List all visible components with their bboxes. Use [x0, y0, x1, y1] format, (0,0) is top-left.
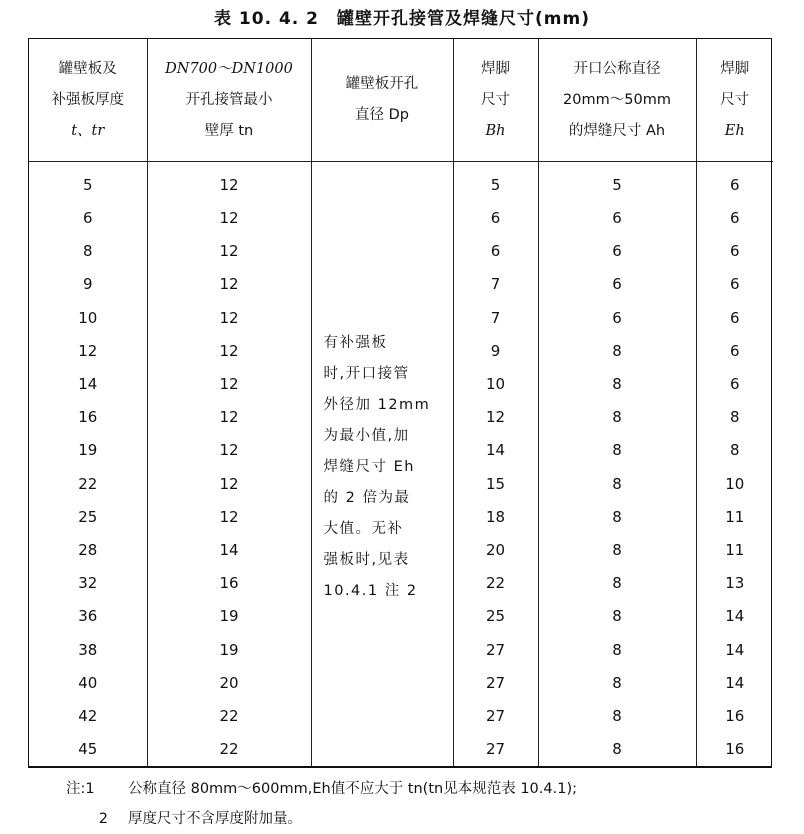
cell-thickness: 25	[78, 507, 98, 526]
cell-bh: 10	[453, 367, 538, 400]
merged-line: 焊缝尺寸 Eh	[323, 458, 415, 475]
merged-line: 为最小值,加	[323, 427, 410, 444]
cell-nozzle-thickness: 12	[147, 235, 311, 268]
header-line: 20mm～50mm	[563, 91, 671, 108]
table-header-row	[29, 39, 773, 162]
cell-nozzle-thickness: 12	[147, 268, 311, 301]
cell-nozzle-thickness: 19	[147, 633, 311, 666]
header-shell-thickness	[29, 39, 147, 162]
cell-nozzle-thickness: 19	[147, 600, 311, 633]
header-line: 补强板厚度	[51, 91, 124, 108]
cell-bh: 6	[453, 235, 538, 268]
note-line-1	[66, 774, 577, 804]
cell-nozzle-thickness: 12	[147, 162, 311, 202]
cell-thickness: 36	[78, 607, 98, 626]
cell-thickness: 19	[78, 441, 98, 460]
header-nozzle-wall-thickness	[147, 39, 311, 162]
cell-ah: 8	[538, 733, 696, 766]
cell-thickness: 16	[78, 408, 98, 427]
cell-thickness: 32	[78, 574, 98, 593]
note-label: 注:1	[66, 781, 95, 797]
table-notes	[66, 774, 577, 834]
cell-nozzle-thickness: 12	[147, 301, 311, 334]
cell-bh: 27	[453, 666, 538, 699]
cell-thickness: 12	[78, 341, 98, 360]
cell-bh: 6	[453, 201, 538, 234]
cell-nozzle-thickness: 12	[147, 434, 311, 467]
header-line: 焊脚	[481, 60, 510, 77]
cell-bh: 7	[453, 301, 538, 334]
cell-eh: 13	[696, 567, 773, 600]
cell-nozzle-thickness: 12	[147, 467, 311, 500]
cell-ah: 6	[538, 301, 696, 334]
cell-bh: 22	[453, 567, 538, 600]
cell-ah: 6	[538, 268, 696, 301]
cell-nozzle-thickness: 12	[147, 367, 311, 400]
note-line-2	[66, 804, 577, 834]
cell-ah: 6	[538, 201, 696, 234]
merged-line: 外径加 12mm	[323, 396, 431, 413]
header-line: 开孔接管最小	[185, 91, 273, 108]
cell-eh: 6	[696, 201, 773, 234]
header-line: Eh	[724, 122, 745, 139]
cell-thickness: 5	[82, 175, 93, 194]
cell-eh: 6	[696, 268, 773, 301]
header-line: 壁厚 tn	[204, 122, 254, 139]
cell-thickness: 8	[82, 242, 93, 261]
cell-eh: 14	[696, 600, 773, 633]
header-weld-leg-bh	[453, 39, 538, 162]
header-line: 罐壁板及	[58, 60, 117, 77]
cell-nozzle-thickness: 12	[147, 500, 311, 533]
cell-ah: 8	[538, 700, 696, 733]
cell-thickness: 14	[78, 375, 98, 394]
cell-nozzle-thickness: 12	[147, 401, 311, 434]
header-line: Bh	[485, 122, 506, 139]
cell-eh: 11	[696, 533, 773, 566]
cell-ah: 8	[538, 467, 696, 500]
cell-bh: 15	[453, 467, 538, 500]
merged-line: 有补强板	[323, 334, 388, 351]
cell-eh: 6	[696, 334, 773, 367]
cell-bh: 9	[453, 334, 538, 367]
cell-thickness: 28	[78, 541, 98, 560]
cell-ah: 5	[538, 162, 696, 202]
cell-nozzle-thickness: 22	[147, 700, 311, 733]
dimension-table	[28, 38, 772, 768]
cell-thickness: 6	[82, 209, 93, 228]
merged-line: 强板时,见表	[323, 551, 410, 568]
cell-eh: 11	[696, 500, 773, 533]
header-line: 焊脚	[720, 60, 750, 77]
cell-thickness: 42	[78, 707, 98, 726]
note-number: 2	[98, 811, 108, 827]
cell-ah: 8	[538, 401, 696, 434]
cell-ah: 8	[538, 600, 696, 633]
cell-thickness: 9	[82, 275, 93, 294]
cell-eh: 14	[696, 666, 773, 699]
cell-nozzle-thickness: 22	[147, 733, 311, 766]
cell-ah: 8	[538, 334, 696, 367]
header-line: 的焊缝尺寸 Ah	[568, 122, 666, 139]
header-line: t、tr	[71, 122, 105, 139]
merged-line: 时,开口接管	[323, 365, 410, 382]
cell-bh: 7	[453, 268, 538, 301]
cell-ah: 8	[538, 533, 696, 566]
merged-line: 的 2 倍为最	[323, 489, 411, 506]
merged-note-cell	[311, 162, 453, 767]
table-row	[29, 162, 773, 202]
cell-bh: 25	[453, 600, 538, 633]
cell-nozzle-thickness: 14	[147, 533, 311, 566]
cell-ah: 8	[538, 434, 696, 467]
cell-bh: 12	[453, 401, 538, 434]
header-line: 直径 Dp	[355, 107, 409, 123]
cell-eh: 6	[696, 235, 773, 268]
cell-eh: 6	[696, 367, 773, 400]
cell-eh: 6	[696, 301, 773, 334]
header-line: DN700～DN1000	[165, 60, 293, 77]
header-line: 尺寸	[720, 91, 750, 108]
cell-eh: 6	[696, 162, 773, 202]
cell-eh: 14	[696, 633, 773, 666]
cell-eh: 10	[696, 467, 773, 500]
cell-thickness: 22	[78, 474, 98, 493]
cell-thickness: 10	[78, 308, 98, 327]
cell-thickness: 38	[78, 640, 98, 659]
note-text-2: 厚度尺寸不含厚度附加量。	[128, 811, 302, 827]
header-line: 罐壁板开孔	[345, 76, 419, 92]
header-weld-leg-eh	[696, 39, 773, 162]
cell-ah: 8	[538, 367, 696, 400]
cell-thickness: 40	[78, 673, 98, 692]
cell-bh: 27	[453, 733, 538, 766]
cell-nozzle-thickness: 12	[147, 334, 311, 367]
cell-ah: 6	[538, 235, 696, 268]
cell-ah: 8	[538, 633, 696, 666]
header-weld-size-ah	[538, 39, 696, 162]
cell-eh: 8	[696, 401, 773, 434]
cell-bh: 20	[453, 533, 538, 566]
cell-nozzle-thickness: 16	[147, 567, 311, 600]
merged-line: 10.4.1 注 2	[323, 582, 418, 599]
cell-bh: 5	[453, 162, 538, 202]
header-opening-diameter	[311, 39, 453, 162]
header-line: 尺寸	[481, 91, 510, 108]
header-line: 开口公称直径	[573, 60, 661, 77]
cell-eh: 16	[696, 700, 773, 733]
cell-bh: 27	[453, 633, 538, 666]
note-text-1: 公称直径 80mm～600mm,Eh值不应大于 tn(tn见本规范表 10.4.1);	[128, 781, 577, 797]
cell-ah: 8	[538, 666, 696, 699]
cell-bh: 27	[453, 700, 538, 733]
cell-bh: 14	[453, 434, 538, 467]
cell-nozzle-thickness: 20	[147, 666, 311, 699]
cell-ah: 8	[538, 500, 696, 533]
cell-nozzle-thickness: 12	[147, 201, 311, 234]
cell-ah: 8	[538, 567, 696, 600]
cell-thickness: 45	[78, 740, 98, 759]
cell-eh: 16	[696, 733, 773, 766]
merged-line: 大值。无补	[323, 520, 404, 537]
cell-eh: 8	[696, 434, 773, 467]
table-title: 表 10. 4. 2 罐壁开孔接管及焊缝尺寸(mm)	[214, 9, 590, 29]
cell-bh: 18	[453, 500, 538, 533]
